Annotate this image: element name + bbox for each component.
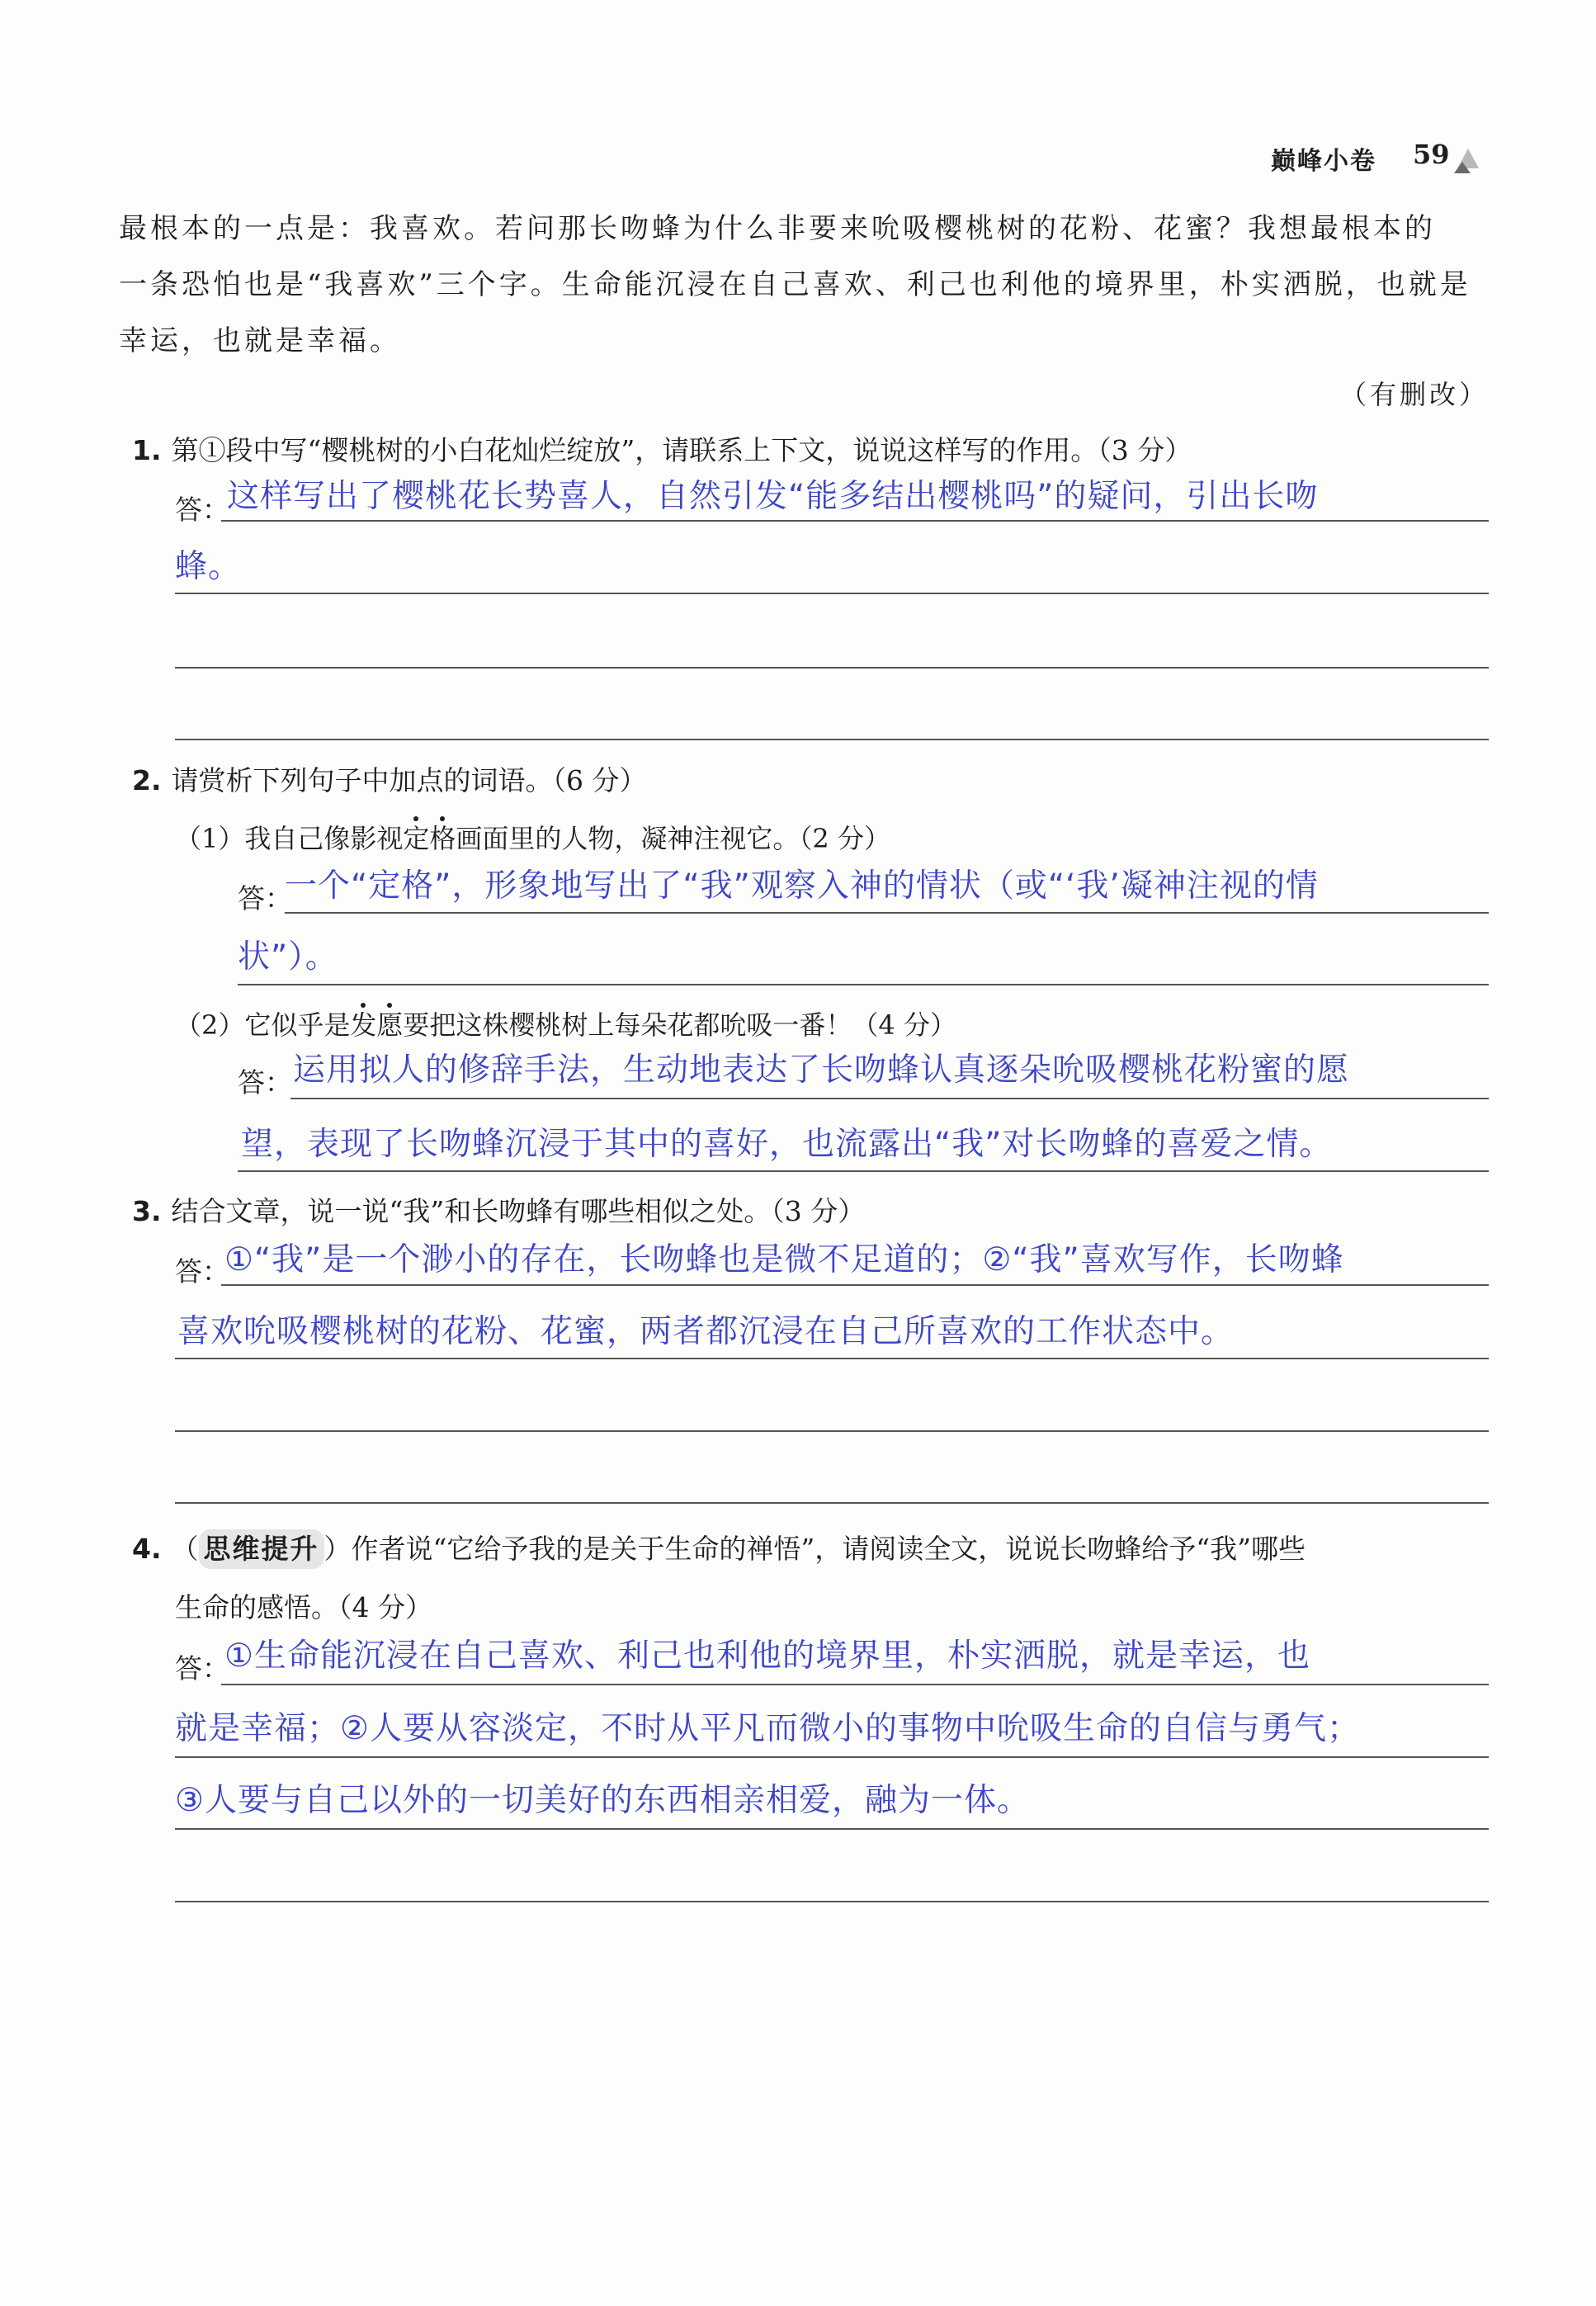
question-text: 请赏析下列句子中加点的词语。（6 分） <box>171 764 647 796</box>
reading-passage <box>119 201 1489 369</box>
question-3 <box>132 1192 865 1231</box>
answer-rule <box>285 912 1489 914</box>
answer-rule <box>221 520 1489 522</box>
sub-question-2 <box>175 1005 956 1045</box>
answer-rule <box>238 1170 1489 1172</box>
answer-rule <box>175 1756 1489 1758</box>
question-text: 结合文章，说一说“我”和长吻蜂有哪些相似之处。（3 分） <box>171 1195 866 1227</box>
sentence-text: 画面里的人物，凝神注视它。（2 分） <box>456 823 890 854</box>
answer-rule <box>175 593 1489 594</box>
question-text: 作者说“它给予我的是关于生命的禅悟”，请阅读全文，说说长吻蜂给予“我”哪些 <box>351 1533 1306 1565</box>
question-4-continued: 生命的感悟。（4 分） <box>175 1591 432 1623</box>
header-title: 巅峰小卷 <box>1271 147 1376 176</box>
answer-label: 答： <box>175 494 229 526</box>
triangle-mark-icon <box>1454 145 1482 173</box>
dotted-char: 格 <box>429 823 456 854</box>
sentence-text: （2）它似乎是 <box>175 1009 351 1041</box>
question-2 <box>132 761 647 801</box>
answer-rule <box>175 1502 1489 1504</box>
dotted-char: 发 <box>350 1009 377 1041</box>
answer-rule <box>175 667 1489 669</box>
answer-rule <box>175 1901 1489 1902</box>
answer-rule <box>175 1430 1489 1432</box>
answer-rule <box>221 1684 1489 1685</box>
answer-rule <box>221 1284 1489 1286</box>
answer-line: 这样写出了樱桃花长势喜人，自然引发“能多结出樱桃吗”的疑问，引出长吻 <box>227 478 1319 515</box>
question-number: 1. <box>132 434 162 466</box>
answer-line: 就是幸福；②人要从容淡定，不时从平凡而微小的事物中吮吸生命的自信与勇气； <box>175 1710 1360 1747</box>
question-number: 3. <box>132 1195 162 1227</box>
sentence-text: （1）我自己像影视 <box>175 823 404 854</box>
answer-label: 答： <box>238 1066 292 1099</box>
answer-label: 答： <box>175 1652 229 1685</box>
question-text: 第①段中写“樱桃树的小白花灿烂绽放”，请联系上下文，说说这样写的作用。（3 分） <box>171 434 1192 466</box>
answer-line: 状”）。 <box>238 938 338 976</box>
passage-line: 最根本的一点是：我喜欢。若问那长吻蜂为什么非要来吮吸樱桃树的花粉、花蜜？我想最根本的 <box>119 212 1436 245</box>
answer-label: 答： <box>175 1255 229 1288</box>
answer-rule <box>175 1828 1489 1830</box>
source-note: （有删改） <box>1339 379 1489 410</box>
answer-line: ①生命能沉浸在自己喜欢、利己也利他的境界里，朴实洒脱，就是幸运，也 <box>224 1637 1310 1675</box>
answer-label: 答： <box>238 882 292 914</box>
answer-line: ①“我”是一个渺小的存在，长吻蜂也是微不足道的；②“我”喜欢写作，长吻蜂 <box>224 1241 1344 1278</box>
page-number: 59 <box>1413 139 1450 170</box>
question-4: 4. （ 思维提升 ）作者说“它给予我的是关于生命的禅悟”，请阅读全文，说说长吻蜂给予“我”哪些 <box>132 1529 1306 1569</box>
passage-line: 幸运，也就是幸福。 <box>119 324 401 357</box>
dotted-char: 定 <box>403 823 430 854</box>
answer-rule <box>175 1358 1489 1359</box>
answer-rule <box>175 739 1489 740</box>
dotted-char: 愿 <box>376 1009 404 1041</box>
question-number: 4. <box>132 1533 162 1565</box>
answer-line: 喜欢吮吸樱桃树的花粉、花蜜，两者都沉浸在自己所喜欢的工作状态中。 <box>177 1313 1235 1350</box>
page-header <box>1238 140 1485 182</box>
answer-line: 一个“定格”，形象地写出了“我”观察入神的情状（或“‘我’凝神注视的情 <box>285 867 1319 905</box>
passage-line: 一条恐怕也是“我喜欢”三个字。生命能沉浸在自己喜欢、利己也利他的境界里，朴实洒脱，也就是 <box>119 268 1471 301</box>
thinking-tag: 思维提升 <box>199 1529 324 1569</box>
question-number: 2. <box>132 764 162 796</box>
answer-line: 运用拟人的修辞手法，生动地表达了长吻蜂认真逐朵吮吸樱桃花粉蜜的愿 <box>293 1051 1350 1089</box>
question-1 <box>132 431 1192 470</box>
answer-line: ③人要与自己以外的一切美好的东西相亲相爱，融为一体。 <box>175 1782 1030 1819</box>
answer-rule <box>238 984 1489 985</box>
sub-question-1 <box>175 819 890 858</box>
answer-rule <box>290 1098 1489 1099</box>
answer-line: 蜂。 <box>175 548 242 585</box>
sentence-text: 要把这株樱桃树上每朵花都吮吸一番！（4 分） <box>403 1009 956 1041</box>
answer-line: 望，表现了长吻蜂沉浸于其中的喜好，也流露出“我”对长吻蜂的喜爱之情。 <box>241 1126 1333 1163</box>
